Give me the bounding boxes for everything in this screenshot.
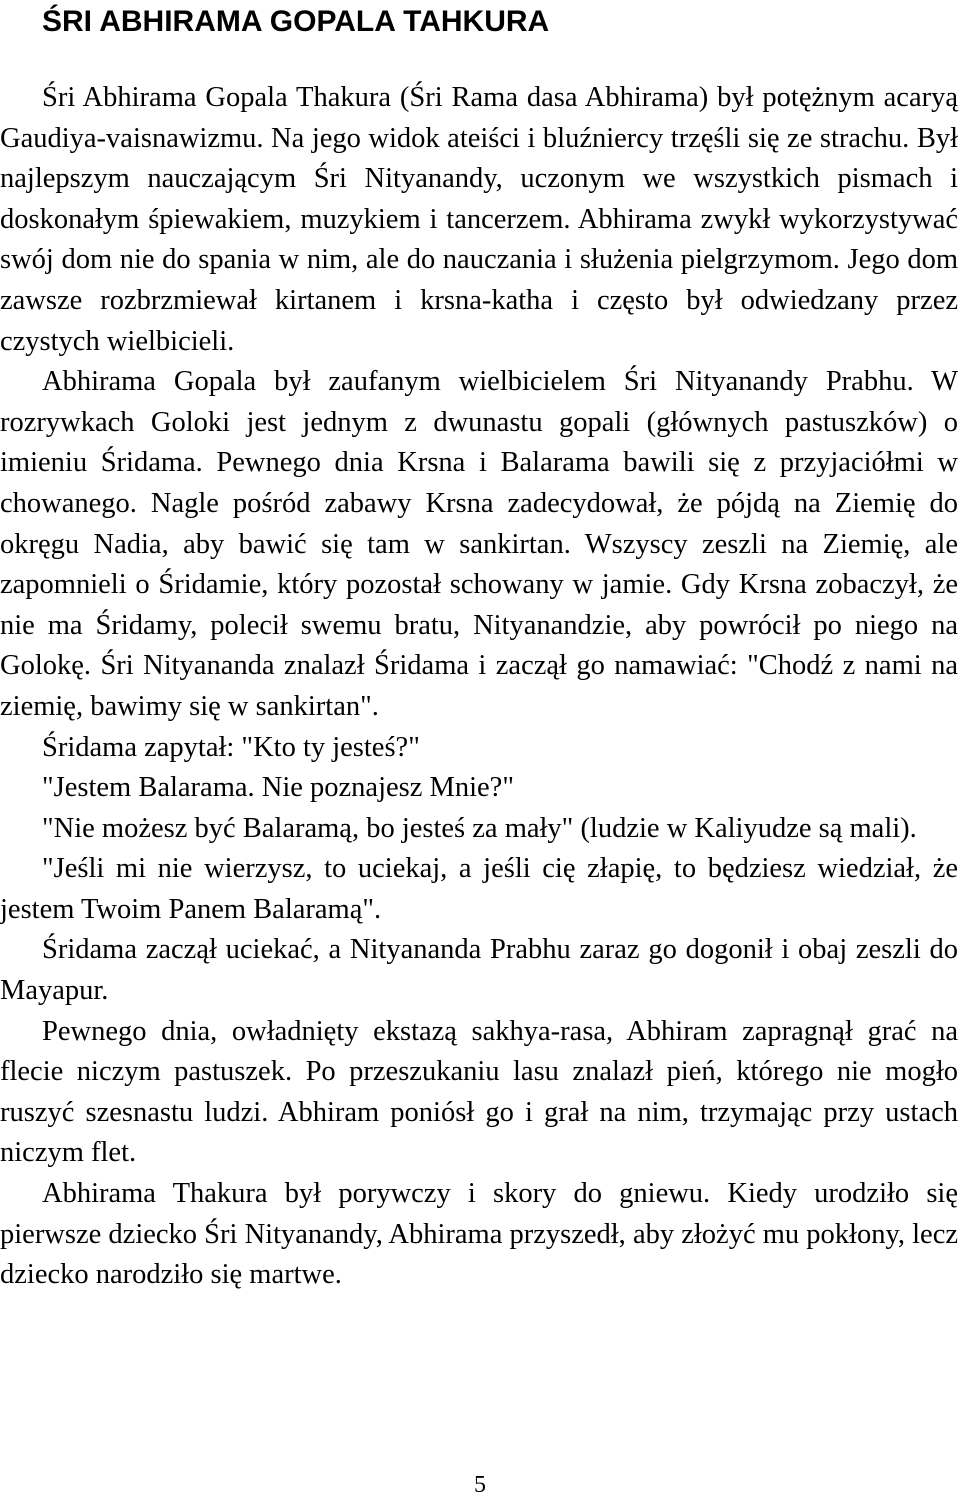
page-number: 5 <box>474 1472 486 1498</box>
body-text <box>0 78 958 1296</box>
paragraph: "Jestem Balarama. Nie poznajesz Mnie?" <box>42 772 514 804</box>
paragraph: "Jeśli mi nie wierzysz, to uciekaj, a jeśli cię złapię, to będziesz wiedział, że jestem Twoim Panem Balaramą". <box>0 853 958 925</box>
paragraph: Śridama zaczął uciekać, a Nityananda Prabhu zaraz go dogonił i obaj zeszli do Mayapur. <box>0 934 958 1007</box>
page-title: ŚRI ABHIRAMA GOPALA TAHKURA <box>42 5 550 38</box>
paragraph: Pewnego dnia, owładnięty ekstazą sakhya-rasa, Abhiram zapragnął grać na flecie niczym pastuszek. Po przeszukaniu lasu znalazł pień, którego nie mogło ruszyć szesnastu ludzi. Abhiram poniósł go i grał na nim, trzymając przy ustach niczym flet. <box>0 1015 958 1169</box>
paragraph: "Nie możesz być Balaramą, bo jesteś za mały" (ludzie w Kaliyudze są mali). <box>42 812 917 844</box>
paragraph: Abhirama Gopala był zaufanym wielbicielem Śri Nityanandy Prabhu. W rozrywkach Goloki jest jednym z dwunastu gopali (głównych pastuszków) o imieniu Śridama. Pewnego dnia Krsna i Balarama bawili się z przyjaciółmi w chowanego. Nagle pośród zabawy Krsna zadecydował, że pójdą na Ziemię do okręgu Nadia, aby bawić się tam w sankirtan. Wszyscy zeszli na Ziemię, ale zapomnieli o Śridamie, który pozostał schowany w jamie. Gdy Krsna zobaczył, że nie ma Śridamy, polecił swemu bratu, Nityanandzie, aby powrócił po niego na Golokę. Śri Nityananda znalazł Śridama i zaczął go namawiać: "Chodź z nami na ziemię, bawimy się w sankirtan". <box>0 366 958 722</box>
paragraph: Śri Abhirama Gopala Thakura (Śri Rama dasa Abhirama) był potężnym acaryą Gaudiya-vaisnawizmu. Na jego widok ateiści i bluźniercy trzęśli się ze strachu. Był najlepszym nauczającym Śri Nityanandy, uczonym we wszystkich pismach i doskonałym śpiewakiem, muzykiem i tancerzem. Abhirama zwykł wykorzystywać swój dom nie do spania w nim, ale do nauczania i służenia pielgrzymom. Jego dom zawsze rozbrzmiewał kirtanem i krsna-katha i często był odwiedzany przez czystych wielbicieli. <box>0 82 958 357</box>
paragraph: Śridama zapytał: "Kto ty jesteś?" <box>42 731 420 763</box>
paragraph: Abhirama Thakura był porywczy i skory do gniewu. Kiedy urodziło się pierwsze dziecko Śri Nityanandy, Abhirama przyszedł, aby złożyć mu pokłony, lecz dziecko narodziło się martwe. <box>0 1178 958 1291</box>
